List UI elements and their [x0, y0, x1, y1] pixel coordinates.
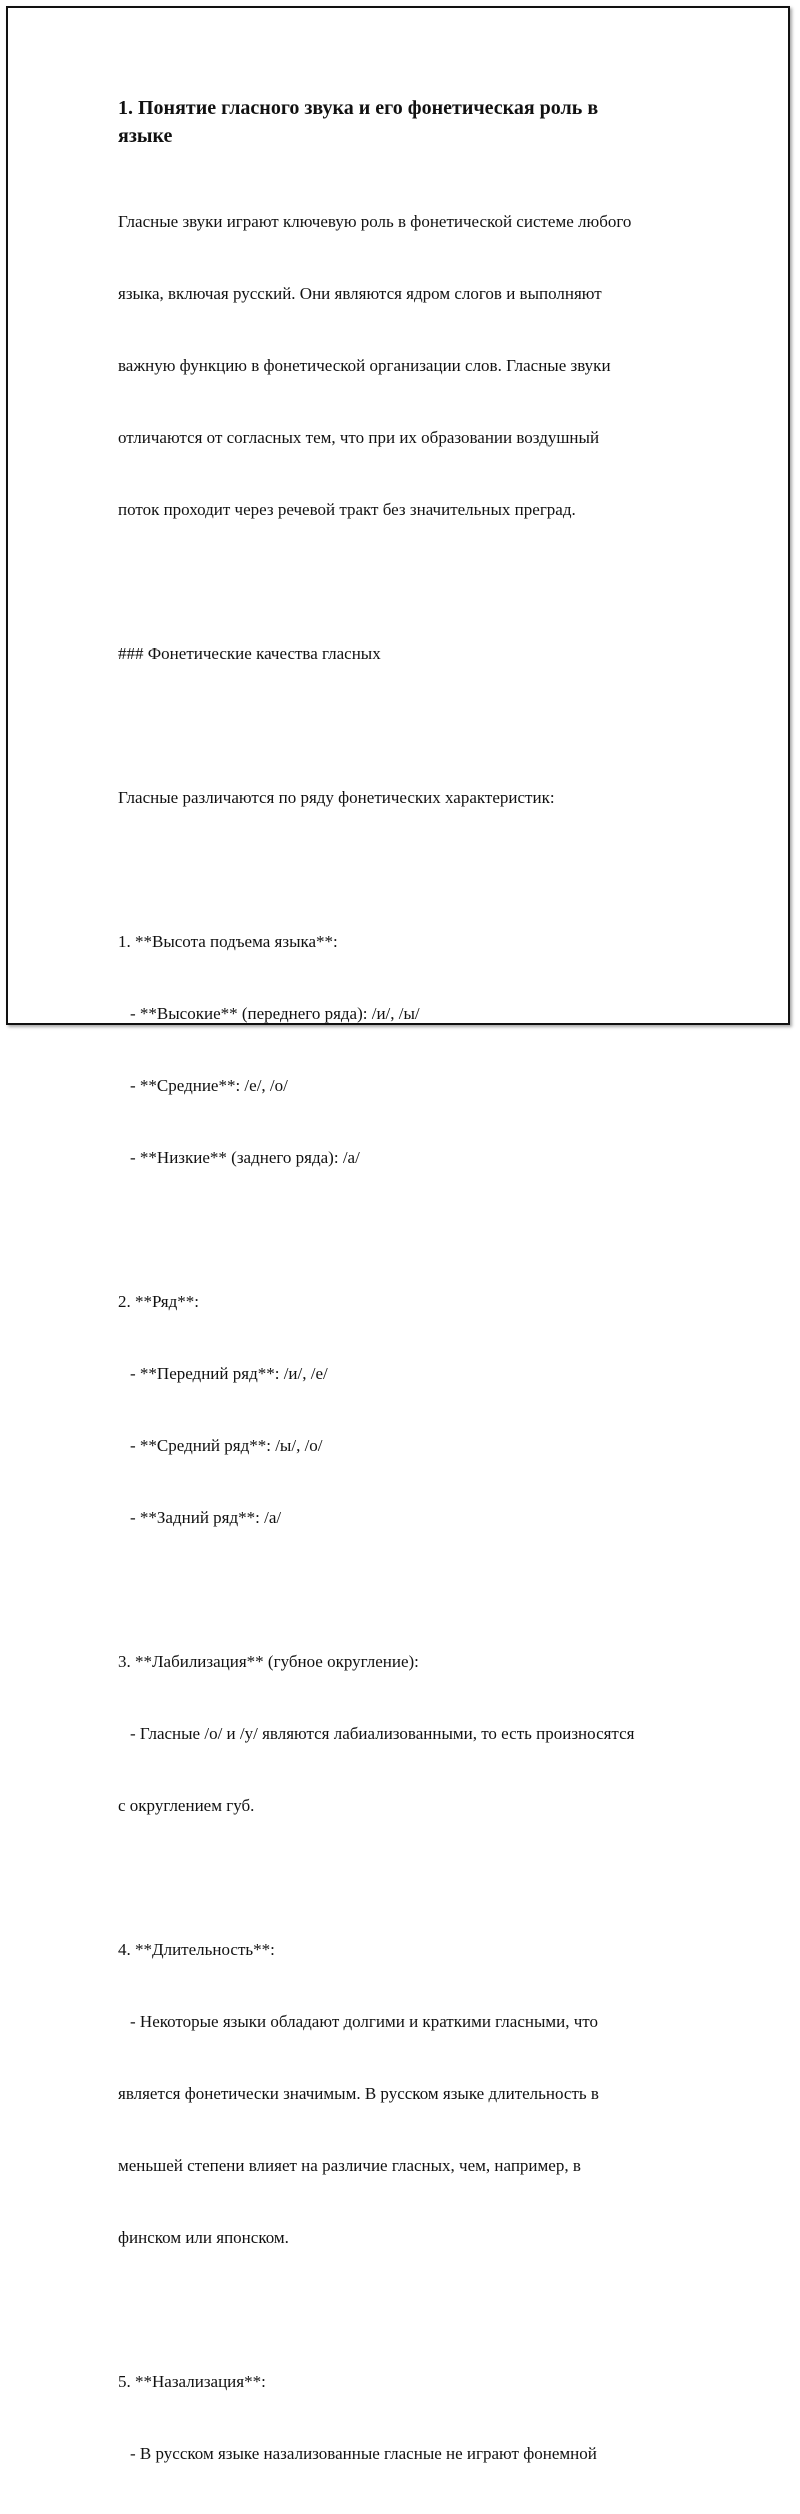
- list-item: - **Высокие** (переднего ряда): /и/, /ы/: [130, 1004, 420, 1023]
- list-section: [118, 2322, 698, 2514]
- list-item-continuation: является фонетически значимым. В русском языке длительность в: [118, 2084, 599, 2103]
- list-item: - **Передний ряд**: /и/, /е/: [130, 1364, 328, 1383]
- intro-paragraph: [118, 162, 698, 570]
- text-line: поток проходит через речевой тракт без значительных преград.: [118, 500, 576, 519]
- text-line: Гласные различаются по ряду фонетических характеристик:: [118, 788, 555, 807]
- list-title: 5. **Назализация**:: [118, 2372, 266, 2391]
- text-line: языка, включая русский. Они являются ядром слогов и выполняют: [118, 284, 602, 303]
- lead-paragraph: [118, 738, 698, 858]
- heading-line: 1. Понятие гласного звука и его фонетическая роль в: [118, 97, 599, 119]
- list-section: [118, 882, 698, 1218]
- list-item: - Гласные /о/ и /у/ являются лабиализованными, то есть произносятся: [130, 1724, 635, 1743]
- list-title: 4. **Длительность**:: [118, 1940, 275, 1959]
- list-title: 2. **Ряд**:: [118, 1292, 199, 1311]
- list-title: 3. **Лабилизация** (губное округление):: [118, 1652, 419, 1671]
- list-item-continuation: с округлением губ.: [118, 1796, 255, 1815]
- list-item-continuation: меньшей степени влияет на различие гласных, чем, например, в: [118, 2156, 581, 2175]
- list-section: [118, 1602, 698, 1866]
- list-item-continuation: финском или японском.: [118, 2228, 289, 2247]
- section-heading: [118, 94, 698, 150]
- list-item: - **Задний ряд**: /а/: [130, 1508, 282, 1527]
- list-item: - **Низкие** (заднего ряда): /а/: [130, 1148, 360, 1167]
- list-item: - Некоторые языки обладают долгими и краткими гласными, что: [130, 2012, 598, 2031]
- list-item: - **Средний ряд**: /ы/, /о/: [130, 1436, 323, 1455]
- list-item: - **Средние**: /е/, /о/: [130, 1076, 288, 1095]
- subheading: [118, 594, 698, 714]
- text-line: Гласные звуки играют ключевую роль в фонетической системе любого: [118, 212, 632, 231]
- subheading-text: ### Фонетические качества гласных: [118, 644, 381, 663]
- list-item: - В русском языке назализованные гласные не играют фонемной: [130, 2444, 597, 2463]
- text-line: отличаются от согласных тем, что при их образовании воздушный: [118, 428, 600, 447]
- list-title: 1. **Высота подъема языка**:: [118, 932, 338, 951]
- list-section: [118, 1242, 698, 1578]
- heading-line: языке: [118, 125, 173, 147]
- document-body: [118, 94, 698, 2514]
- list-section: [118, 1890, 698, 2298]
- text-line: важную функцию в фонетической организации слов. Гласные звуки: [118, 356, 611, 375]
